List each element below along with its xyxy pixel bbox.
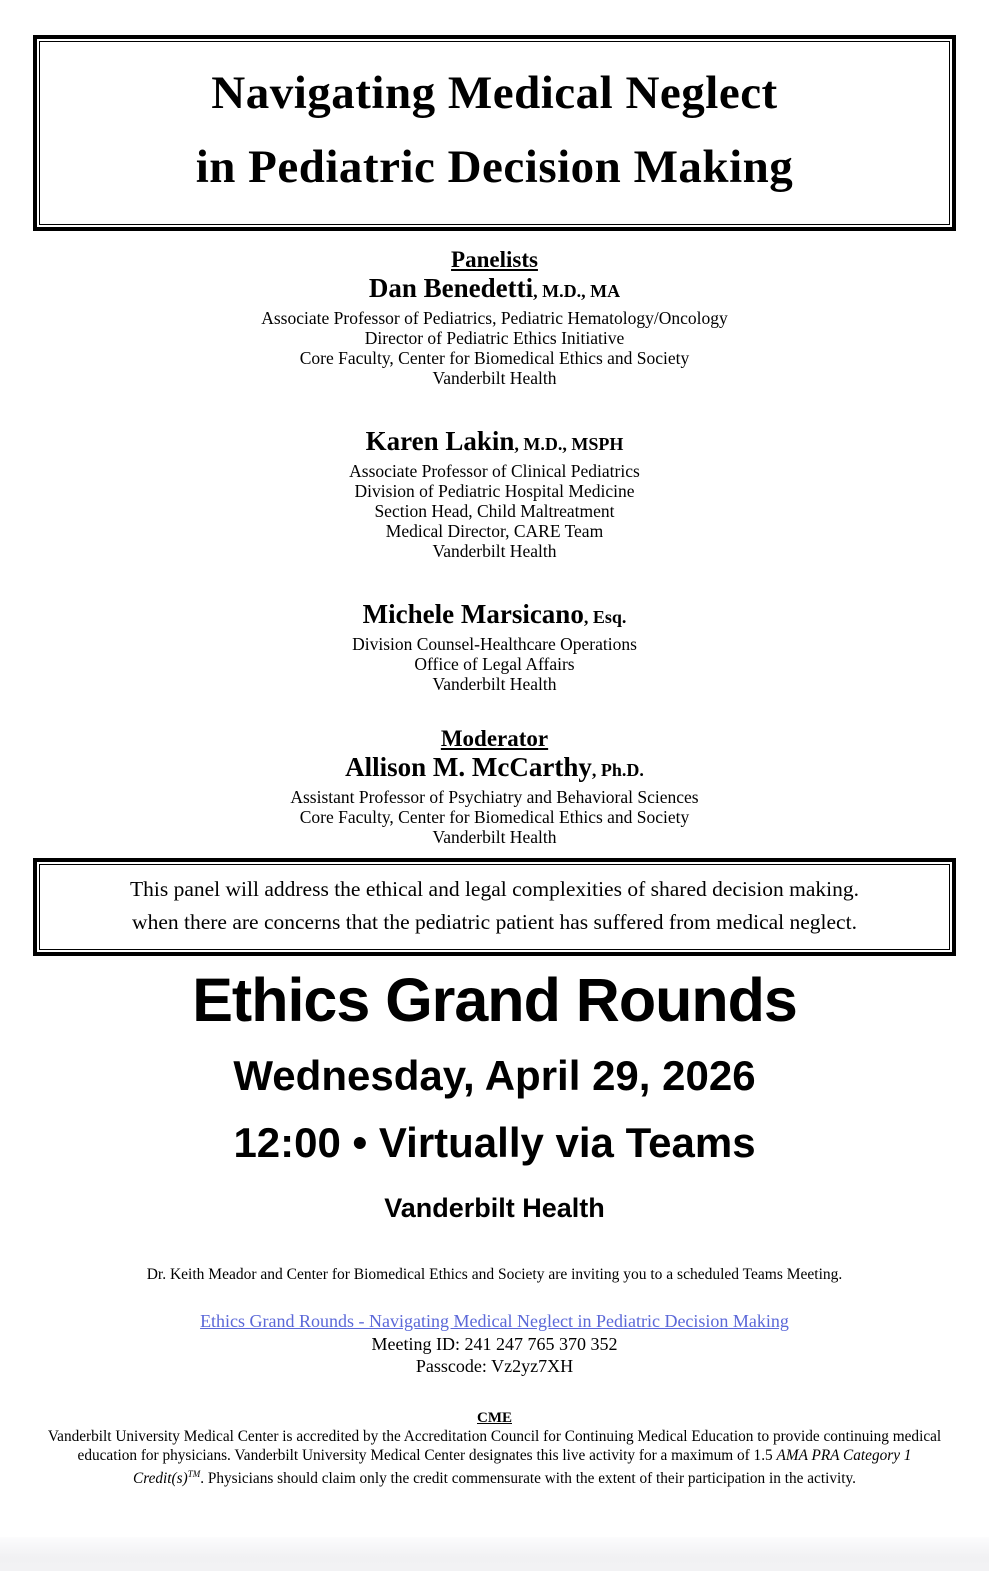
page-title-line-2: in Pediatric Decision Making bbox=[195, 141, 794, 193]
moderator-name: Allison M. McCarthy bbox=[345, 752, 592, 782]
panelist-detail: Core Faculty, Center for Biomedical Ethics and Society bbox=[299, 348, 690, 368]
moderator-heading: Moderator bbox=[440, 726, 549, 751]
panelist-detail: Section Head, Child Maltreatment bbox=[374, 501, 615, 521]
panelist-dan-benedetti bbox=[0, 273, 989, 388]
teams-link-line bbox=[0, 1310, 989, 1334]
cme-credit-italic: AMA PRA Category 1 Credit(s) bbox=[133, 1446, 912, 1488]
panelist-michele-marsicano bbox=[0, 599, 989, 694]
moderator-credentials: , Ph.D. bbox=[591, 760, 644, 780]
panelist-name-line bbox=[0, 273, 989, 308]
panelist-name-line bbox=[0, 599, 989, 634]
panelist-detail: Director of Pediatric Ethics Initiative bbox=[364, 328, 625, 348]
event-date: Wednesday, April 29, 2026 bbox=[233, 1052, 756, 1099]
description-line-1: This panel will address the ethical and legal complexities of shared decision making. bbox=[130, 877, 859, 901]
cme-text-part-1: Vanderbilt University Medical Center is accredited by the Accreditation Council for Continuing Medical Education to provide continuing medical education for physicians. Vanderbilt University Medical Center designates this live activity for a maximum of 1.5 bbox=[47, 1428, 942, 1464]
title-box bbox=[33, 35, 956, 231]
panelist-name: Dan Benedetti bbox=[368, 273, 534, 303]
moderator-name-line bbox=[0, 752, 989, 787]
passcode-line: Passcode: Vz2yz7XH bbox=[415, 1355, 574, 1376]
event-time-location: 12:00 • Virtually via Teams bbox=[233, 1119, 756, 1166]
page-title-line-1: Navigating Medical Neglect bbox=[211, 67, 778, 119]
event-title: Ethics Grand Rounds bbox=[192, 966, 797, 1034]
moderator-allison-mccarthy bbox=[0, 752, 989, 847]
description-box-inner bbox=[39, 864, 950, 950]
cme-trademark-superscript: TM bbox=[187, 1469, 201, 1479]
event-organization: Vanderbilt Health bbox=[384, 1193, 605, 1223]
panelist-name-line bbox=[0, 426, 989, 461]
panelist-detail: Associate Professor of Clinical Pediatrics bbox=[349, 461, 640, 481]
moderator-detail: Vanderbilt Health bbox=[432, 827, 557, 847]
description-box bbox=[33, 858, 956, 956]
meeting-id-line: Meeting ID: 241 247 765 370 352 bbox=[371, 1334, 618, 1354]
page-bottom-band bbox=[0, 1537, 989, 1571]
panelist-credentials: , Esq. bbox=[583, 607, 627, 627]
teams-meeting-link[interactable]: Ethics Grand Rounds - Navigating Medical Neglect in Pediatric Decision Making bbox=[200, 1311, 789, 1331]
panelist-name: Karen Lakin bbox=[365, 426, 515, 456]
panelist-detail: Division Counsel-Healthcare Operations bbox=[352, 634, 637, 654]
panelist-detail: Division of Pediatric Hospital Medicine bbox=[354, 481, 635, 501]
panelist-detail: Vanderbilt Health bbox=[432, 541, 557, 561]
moderator-detail: Core Faculty, Center for Biomedical Ethics and Society bbox=[299, 807, 690, 827]
panelist-karen-lakin bbox=[0, 426, 989, 561]
panelist-detail: Vanderbilt Health bbox=[432, 674, 557, 694]
cme-text-part-2: . Physicians should claim only the credit commensurate with the extent of their participation in the activity. bbox=[200, 1470, 856, 1488]
panelist-detail: Vanderbilt Health bbox=[432, 368, 557, 388]
moderator-detail: Assistant Professor of Psychiatry and Behavioral Sciences bbox=[290, 787, 699, 807]
panelist-detail: Medical Director, CARE Team bbox=[385, 521, 604, 541]
panelist-credentials: , M.D., MA bbox=[533, 281, 621, 301]
panelist-name: Michele Marsicano bbox=[362, 599, 584, 629]
title-box-inner bbox=[39, 41, 950, 225]
panelist-detail: Office of Legal Affairs bbox=[414, 654, 575, 674]
cme-paragraph bbox=[42, 1428, 947, 1489]
cme-heading: CME bbox=[477, 1410, 512, 1426]
panelists-heading: Panelists bbox=[451, 247, 538, 272]
description-line-2: when there are concerns that the pediatric patient has suffered from medical neglect. bbox=[132, 910, 857, 934]
flyer-page bbox=[0, 35, 989, 1571]
teams-invite-text: Dr. Keith Meador and Center for Biomedical Ethics and Society are inviting you to a scheduled Teams Meeting. bbox=[146, 1266, 843, 1283]
panelist-detail: Associate Professor of Pediatrics, Pediatric Hematology/Oncology bbox=[261, 308, 728, 328]
panelist-credentials: , M.D., MSPH bbox=[514, 434, 624, 454]
